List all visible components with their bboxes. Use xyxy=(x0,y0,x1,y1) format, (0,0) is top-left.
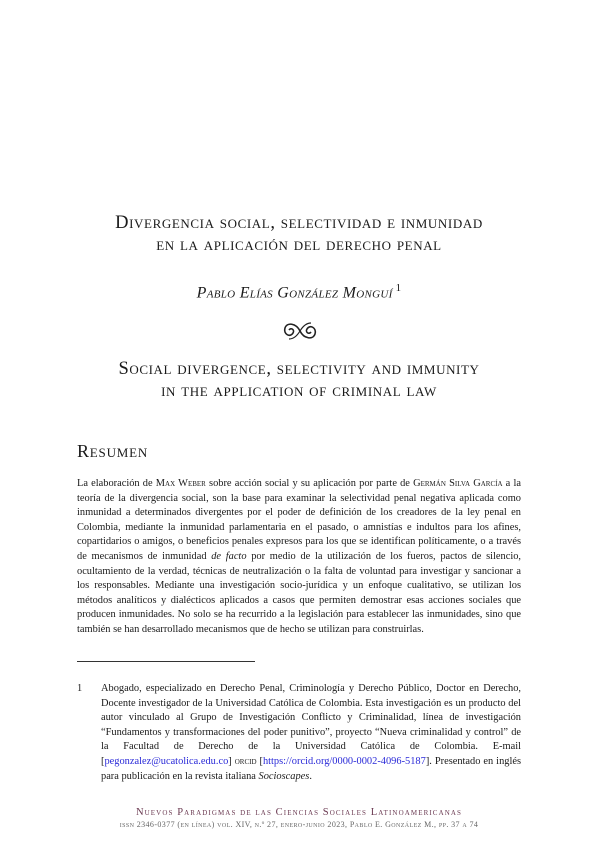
abstract-italic-de-facto: de facto xyxy=(211,550,247,562)
fleuron-ornament-icon xyxy=(281,320,319,342)
footnote-text xyxy=(101,682,521,784)
article-title-line-2: en la aplicación del derecho penal xyxy=(156,235,442,255)
footnote-text-5: . xyxy=(309,770,312,782)
article-title-english xyxy=(0,358,598,402)
footer-issue-info: issn 2346-0377 (en línea) vol. XIV, n.º 27, enero-junio 2023, Pablo E. González M., pp. 37 a 74 xyxy=(119,820,479,829)
abstract-paragraph xyxy=(77,477,521,638)
footnote-text-4: ]. Presentado en inglés para publicación en la revista italiana xyxy=(101,755,521,782)
footnote-number: 1 xyxy=(77,683,83,694)
abstract-heading: Resumen xyxy=(77,441,149,461)
footnote-journal-italic: Socioscapes xyxy=(258,770,310,782)
footnote-text-3: [ xyxy=(256,755,263,767)
footnote-divider xyxy=(77,661,255,662)
abstract-text-4: por medio de la utilización de los fueros, pactos de silencio, ocultamiento de la verdad, técnicas de neutralización o la falta de voluntad para investigar y sancionar a los responsables. Mediante una investigación socio-jurídica y un enfoque cualitativo, se utilizan los métodos analíticos y dialécticos aplicados a casos que permiten demostrar esas acciones sociales que producen inmunidades. No solo se ha recurrido a la legislación para establecer las inmunidades, sino que también se han desarrollado mecanismos que de hecho se utilizan para construirlas. xyxy=(77,550,521,635)
article-title-english-line-1: Social divergence, selectivity and immunity xyxy=(118,359,480,379)
footnote-text-2: ] xyxy=(228,755,235,767)
orcid-label: orcid xyxy=(234,755,257,767)
footnote-text-1: Abogado, especializado en Derecho Penal, Criminología y Derecho Público, Doctor en Derecho, Docente investigador de la Universidad Católica de Colombia. Esta investigación es un producto del autor vinculado al Grupo de Investigación Conflicto y Criminalidad, línea de investigación “Fundamentos y transformaciones del poder punitivo”, proyecto “Nueva criminalidad y control” de la Facultad de Derecho de la Universidad Católica de Colombia. E-mail [ xyxy=(101,683,521,767)
abstract-name-silva: Germán Silva García xyxy=(413,478,503,489)
author-name: Pablo Elías González Monguí xyxy=(196,284,393,302)
orcid-link[interactable]: https://orcid.org/0000-0002-4096-5187 xyxy=(262,755,426,767)
footer-journal-name: Nuevos Paradigmas de las Ciencias Sociales Latinoamericanas xyxy=(135,807,463,818)
article-title-line-1: Divergencia social, selectividad e inmunidad xyxy=(115,213,483,233)
author-line xyxy=(0,278,598,303)
abstract-text-3: a la teoría de la divergencia social, son la base para examinar la selectividad penal negativa aplicada como inmunidad a determinados divergentes por el poder de definición de los creadores de la ley penal en Colombia, mediante la inmunidad parlamentaria en el pasado, o amnistías e indultos para los afines, copartidarios o amigos, o beneficios penales expresos para los que se identifican políticamente, o a través de mecanismos de inmunidad xyxy=(77,478,521,562)
article-title-english-line-2: in the application of criminal law xyxy=(161,381,437,401)
author-footnote-marker[interactable]: 1 xyxy=(395,282,402,294)
abstract-name-weber: Max Weber xyxy=(155,478,206,489)
abstract-text-2: sobre acción social y su aplicación por parte de xyxy=(205,478,414,489)
email-link[interactable]: pegonzalez@ucatolica.edu.co xyxy=(104,755,229,767)
article-title xyxy=(0,212,598,256)
abstract-text-1: La elaboración de xyxy=(77,478,156,489)
footnote xyxy=(77,682,521,784)
